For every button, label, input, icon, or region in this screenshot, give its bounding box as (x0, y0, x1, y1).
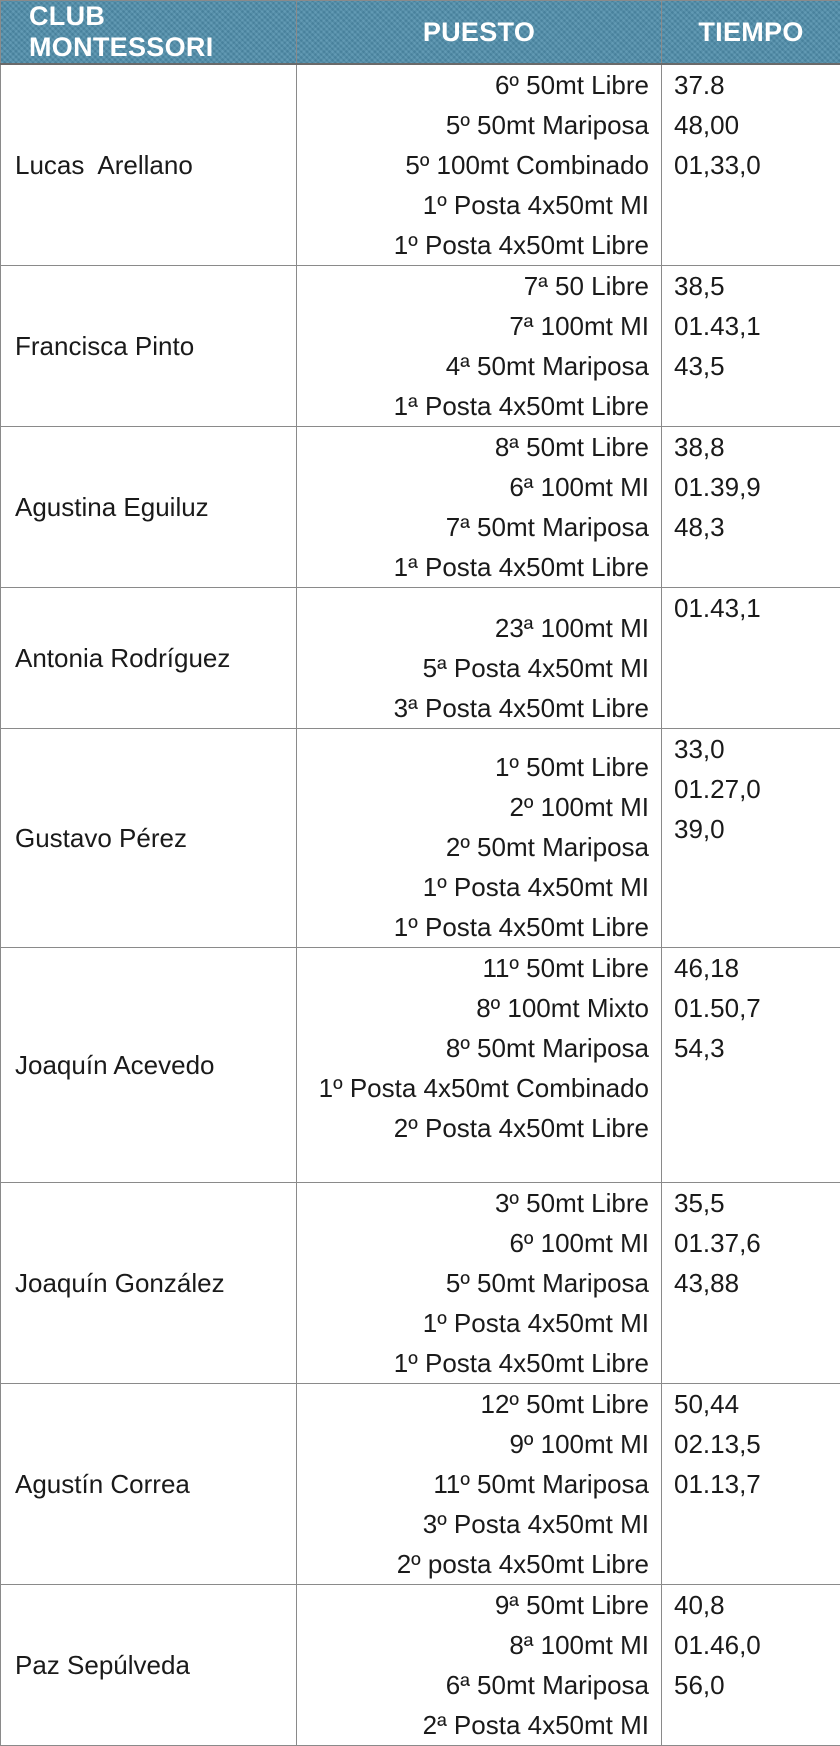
puesto-entry: 6ª 50mt Mariposa (297, 1665, 649, 1705)
puesto-entry: 2º 50mt Mariposa (297, 827, 649, 867)
puesto-cell (297, 1585, 662, 1746)
tiempo-entry: 40,8 (674, 1585, 840, 1625)
puesto-cell (297, 948, 662, 1183)
tiempo-entry: 37.8 (674, 65, 840, 105)
tiempo-cell (662, 729, 840, 948)
puesto-entry: 3º Posta 4x50mt MI (297, 1504, 649, 1544)
header-tiempo: TIEMPO (662, 1, 840, 65)
table-row (1, 948, 840, 1183)
puesto-entry: 11º 50mt Mariposa (297, 1464, 649, 1504)
puesto-entry: 1º Posta 4x50mt MI (297, 185, 649, 225)
puesto-entry: 3º 50mt Libre (297, 1183, 649, 1223)
puesto-entry: 2º 100mt MI (297, 787, 649, 827)
puesto-entry: 8º 50mt Mariposa (297, 1028, 649, 1068)
tiempo-entry: 48,3 (674, 507, 840, 547)
tiempo-entry: 01.13,7 (674, 1464, 840, 1504)
puesto-entry: 1ª Posta 4x50mt Libre (297, 547, 649, 587)
puesto-entry: 1ª Posta 4x50mt Libre (297, 386, 649, 426)
puesto-entry: 9ª 50mt Libre (297, 1585, 649, 1625)
table-row (1, 1384, 840, 1585)
tiempo-entry: 56,0 (674, 1665, 840, 1705)
tiempo-cell (662, 588, 840, 729)
tiempo-entry: 54,3 (674, 1028, 840, 1068)
puesto-cell (297, 64, 662, 266)
puesto-entry: 2º Posta 4x50mt Libre (297, 1108, 649, 1148)
swimmer-name: Agustina Eguiluz (1, 427, 297, 588)
tiempo-entry: 01.39,9 (674, 467, 840, 507)
puesto-entry: 1º Posta 4x50mt Libre (297, 225, 649, 265)
puesto-entry: 12º 50mt Libre (297, 1384, 649, 1424)
tiempo-cell (662, 1585, 840, 1746)
tiempo-cell (662, 64, 840, 266)
tiempo-entry: 35,5 (674, 1183, 840, 1223)
puesto-entry: 1º Posta 4x50mt Libre (297, 907, 649, 947)
swimmer-name: Antonia Rodríguez (1, 588, 297, 729)
header-row (1, 1, 840, 65)
tiempo-cell (662, 1183, 840, 1384)
swimmer-name: Joaquín González (1, 1183, 297, 1384)
tiempo-cell (662, 266, 840, 427)
puesto-cell (297, 729, 662, 948)
tiempo-entry: 50,44 (674, 1384, 840, 1424)
header-club: CLUB MONTESSORI (1, 1, 297, 65)
tiempo-entry: 38,5 (674, 266, 840, 306)
puesto-entry: 5º 100mt Combinado (297, 145, 649, 185)
tiempo-cell (662, 948, 840, 1183)
table-row (1, 588, 840, 729)
puesto-entry: 3ª Posta 4x50mt Libre (297, 688, 649, 728)
puesto-entry: 1º Posta 4x50mt MI (297, 1303, 649, 1343)
puesto-entry: 6º 50mt Libre (297, 65, 649, 105)
table-row (1, 427, 840, 588)
tiempo-cell (662, 427, 840, 588)
tiempo-entry: 01.27,0 (674, 769, 840, 809)
puesto-entry: 5ª Posta 4x50mt MI (297, 648, 649, 688)
tiempo-entry: 01.46,0 (674, 1625, 840, 1665)
tiempo-entry: 33,0 (674, 729, 840, 769)
puesto-entry: 2º posta 4x50mt Libre (297, 1544, 649, 1584)
tiempo-cell (662, 1384, 840, 1585)
tiempo-entry: 48,00 (674, 105, 840, 145)
puesto-entry: 6º 100mt MI (297, 1223, 649, 1263)
puesto-cell (297, 588, 662, 729)
swimmer-name: Gustavo Pérez (1, 729, 297, 948)
puesto-entry: 8ª 100mt MI (297, 1625, 649, 1665)
puesto-entry: 8ª 50mt Libre (297, 427, 649, 467)
swimmer-name: Lucas Arellano (1, 64, 297, 266)
tiempo-entry: 02.13,5 (674, 1424, 840, 1464)
table-row (1, 266, 840, 427)
puesto-entry: 5º 50mt Mariposa (297, 1263, 649, 1303)
tiempo-entry: 01.37,6 (674, 1223, 840, 1263)
header-puesto: PUESTO (297, 1, 662, 65)
puesto-entry: 1º Posta 4x50mt Libre (297, 1343, 649, 1383)
table-row (1, 1585, 840, 1746)
puesto-cell (297, 1183, 662, 1384)
swimmer-name: Agustín Correa (1, 1384, 297, 1585)
puesto-cell (297, 427, 662, 588)
puesto-entry: 1º 50mt Libre (297, 747, 649, 787)
puesto-entry: 1º Posta 4x50mt Combinado (297, 1068, 649, 1108)
tiempo-entry: 01.43,1 (674, 306, 840, 346)
puesto-entry: 2ª Posta 4x50mt MI (297, 1705, 649, 1745)
puesto-entry: 8º 100mt Mixto (297, 988, 649, 1028)
puesto-entry: 6ª 100mt MI (297, 467, 649, 507)
tiempo-entry: 01.43,1 (674, 588, 840, 628)
puesto-cell (297, 266, 662, 427)
table-row (1, 729, 840, 948)
tiempo-entry: 43,5 (674, 346, 840, 386)
puesto-entry: 5º 50mt Mariposa (297, 105, 649, 145)
puesto-entry: 7ª 50 Libre (297, 266, 649, 306)
puesto-entry: 1º Posta 4x50mt MI (297, 867, 649, 907)
swimmer-name: Francisca Pinto (1, 266, 297, 427)
puesto-entry: 7ª 100mt MI (297, 306, 649, 346)
tiempo-entry: 43,88 (674, 1263, 840, 1303)
puesto-entry: 7ª 50mt Mariposa (297, 507, 649, 547)
swimmer-name: Joaquín Acevedo (1, 948, 297, 1183)
puesto-entry: 11º 50mt Libre (297, 948, 649, 988)
tiempo-entry: 39,0 (674, 809, 840, 849)
puesto-cell (297, 1384, 662, 1585)
tiempo-entry: 01,33,0 (674, 145, 840, 185)
tiempo-entry: 46,18 (674, 948, 840, 988)
swimmer-name: Paz Sepúlveda (1, 1585, 297, 1746)
tiempo-entry: 38,8 (674, 427, 840, 467)
table-row (1, 1183, 840, 1384)
puesto-entry: 23ª 100mt MI (297, 608, 649, 648)
table-row (1, 64, 840, 266)
puesto-entry: 9º 100mt MI (297, 1424, 649, 1464)
puesto-entry: 4ª 50mt Mariposa (297, 346, 649, 386)
tiempo-entry: 01.50,7 (674, 988, 840, 1028)
